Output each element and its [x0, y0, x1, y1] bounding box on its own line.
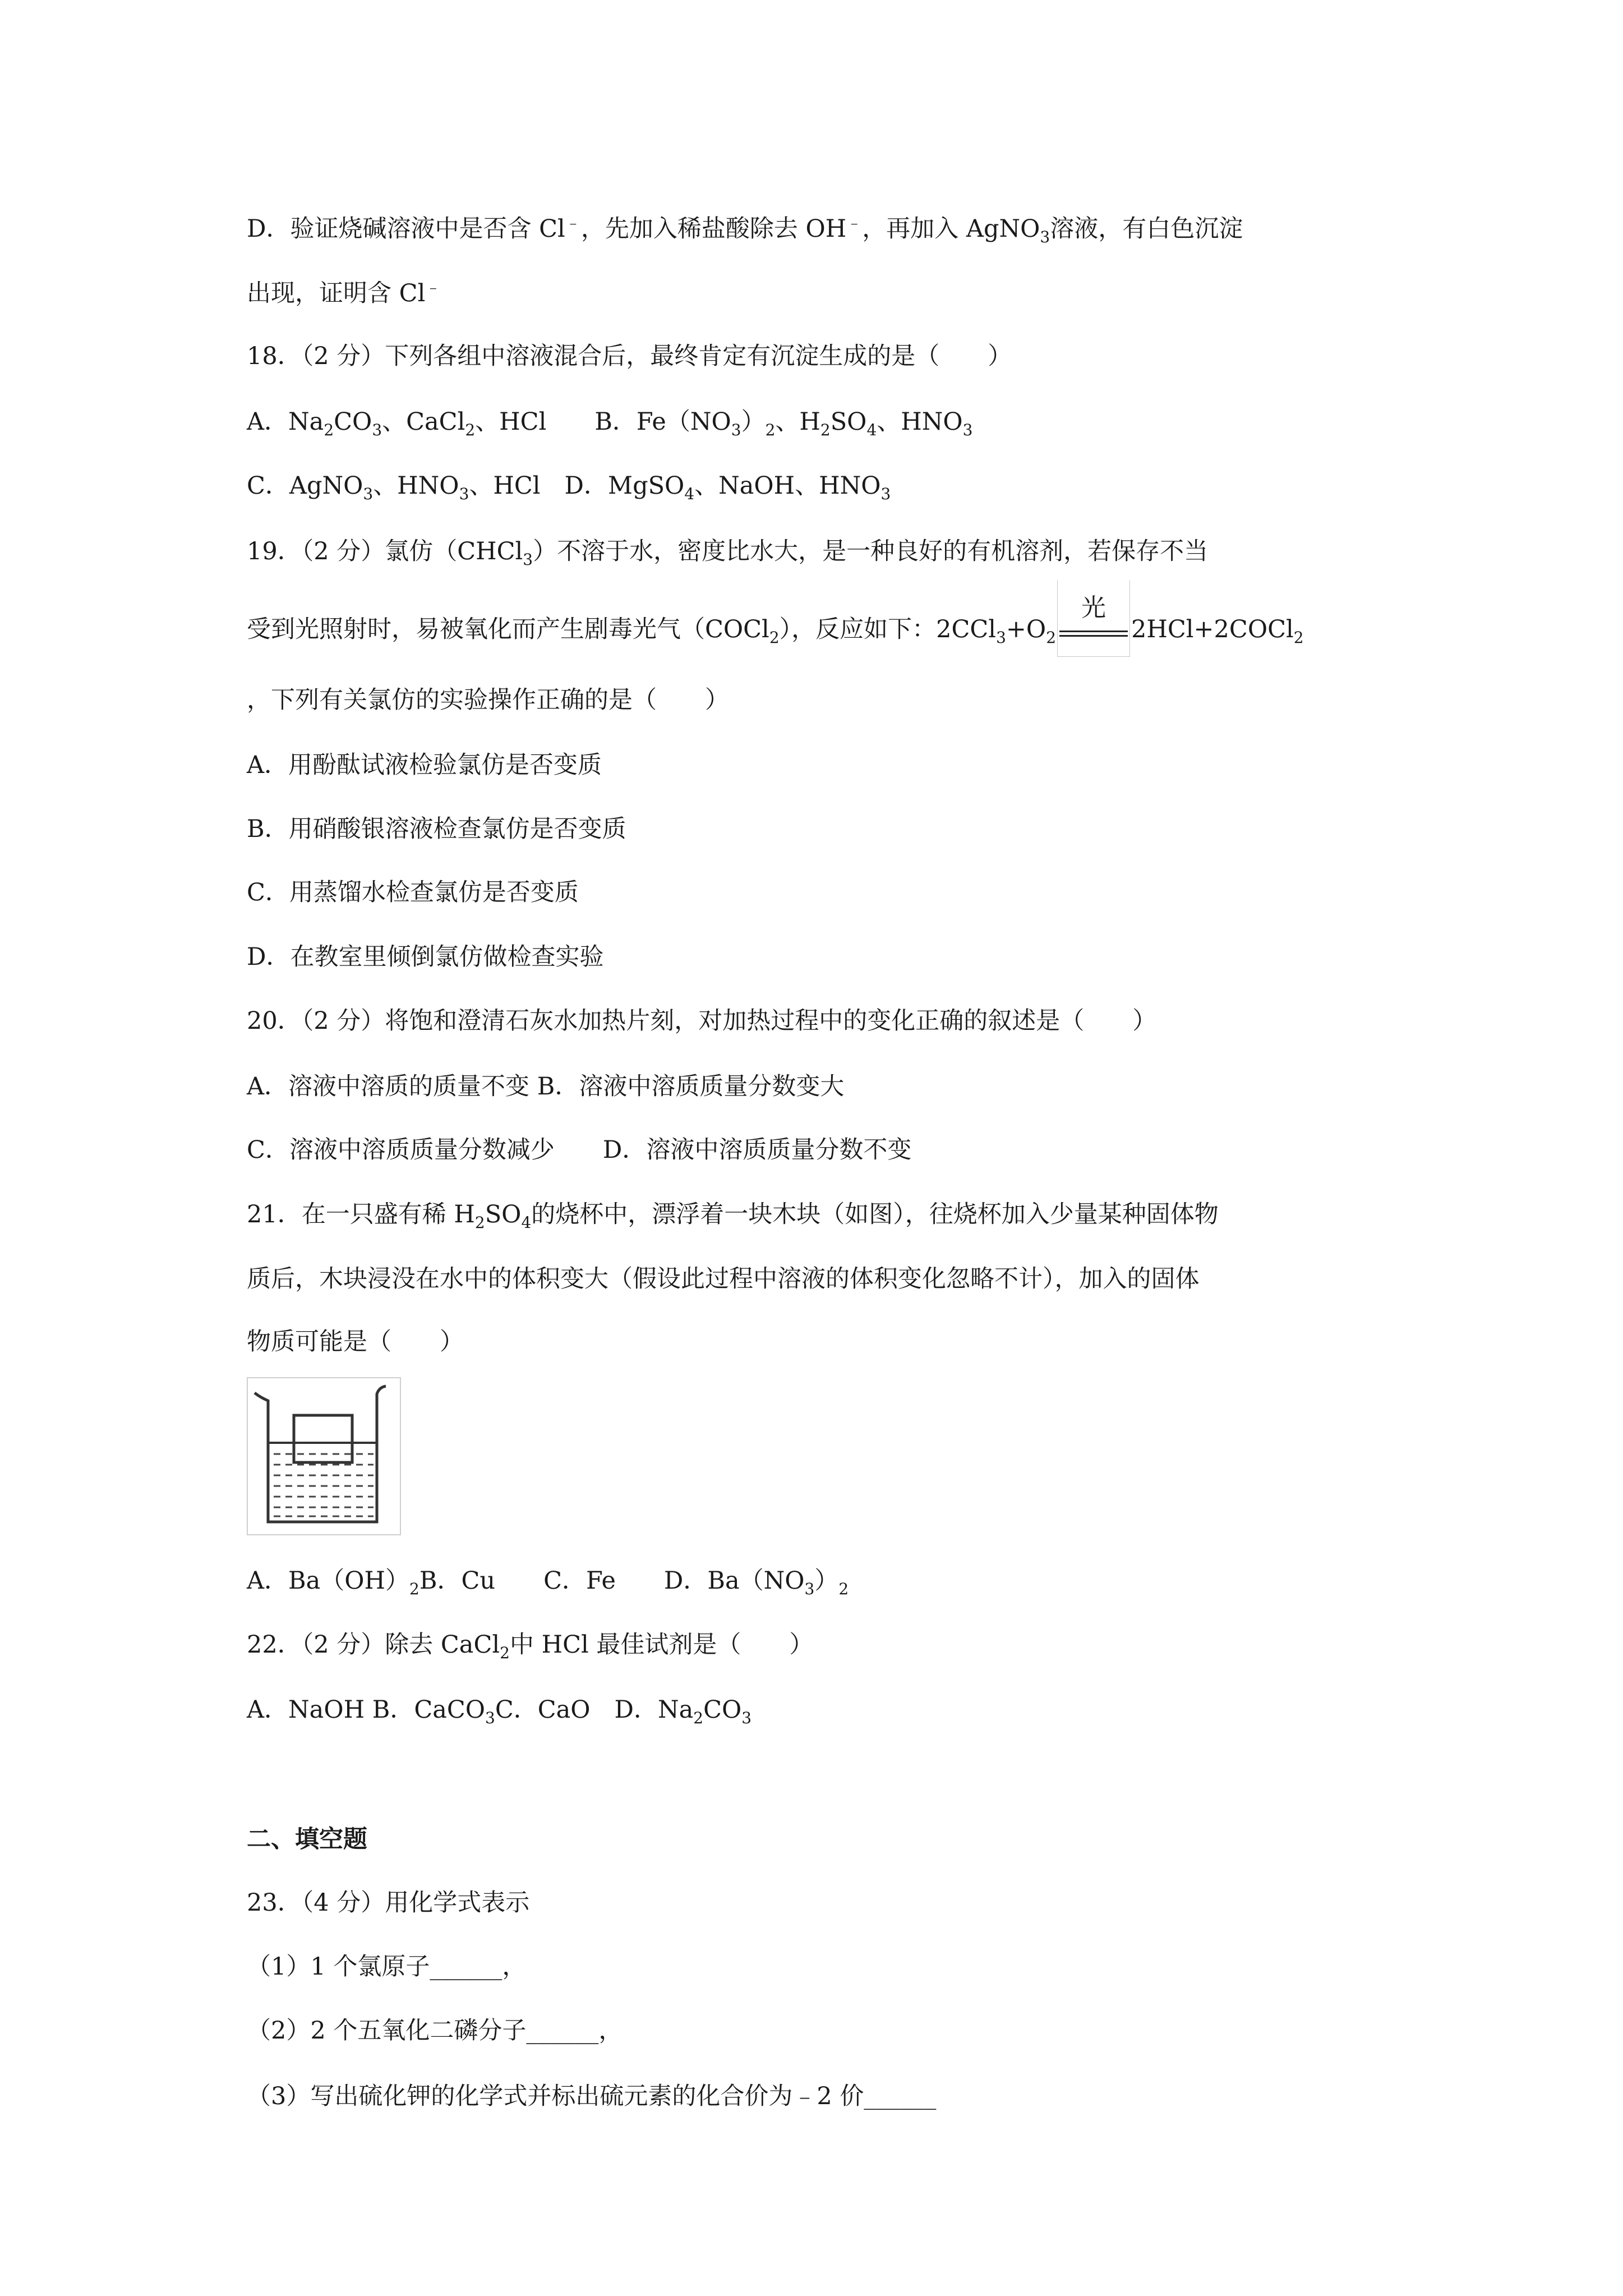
q19-stem-line1: 19．（2 分）氯仿（CHCl$_3$）不溶于水，密度比水大，是一种良好的有机溶剂，若保存不当: [247, 537, 1209, 569]
section-title-fill-in: 二、填空题: [247, 1825, 367, 1853]
q21-stem-line3: 物质可能是（ ）: [247, 1328, 464, 1356]
q18-stem: 18．（2 分）下列各组中溶液混合后，最终肯定有沉淀生成的是（ ）: [247, 342, 1012, 370]
q18-options-ab: A．$Na_2CO_3$、CaCl$_2$、HCl B．$Fe(NO_3)_2$、$H_2SO_4$、$HNO_3$: [247, 408, 973, 439]
q19-option-c: C．用蒸馏水检查氯仿是否变质: [247, 878, 579, 907]
q20-options-cd: C．溶液中溶质质量分数减少 D．溶液中溶质质量分数不变: [247, 1136, 912, 1164]
q17-option-d-line2: 出现，证明含 Cl﹣: [247, 278, 441, 307]
q21-stem-line1: 21．在一只盛有稀 $H_2SO_4$的烧杯中，漂浮着一块木块（如图），往烧杯加入少量某种固体物: [247, 1200, 1219, 1232]
reaction-condition-arrow: [1057, 593, 1130, 645]
q17-option-d-line1: D．验证烧碱溶液中是否含 Cl﹣，先加入稀盐酸除去 OH﹣，再加入 AgNO$_3$溶液，有白色沉淀: [247, 213, 1243, 246]
q23-item-1: （1）1 个氯原子______，: [247, 1953, 527, 1981]
beaker-diagram: [247, 1377, 401, 1535]
q22-options: A．NaOH B．CaCO$_3$C．CaO D．$Na_2CO_3$: [247, 1696, 752, 1727]
q18-options-cd: C．AgNO$_3$、$HNO_3$、HCl D．MgSO$_4$、NaOH、$HNO_3$: [247, 472, 891, 503]
q19-stem-line2: 受到光照射时，易被氧化而产生剧毒光气（COCl$_2$），反应如下：$2CCl_3+O_2$ 光 2HCl+2COCl$_2$: [247, 614, 1304, 645]
reaction-condition-light: 光: [1081, 593, 1106, 622]
q19-option-d: D．在教室里倾倒氯仿做检查实验: [247, 943, 604, 971]
beaker-with-wood-block-figure: [247, 1377, 401, 1535]
q23-stem: 23．（4 分）用化学式表示: [247, 1889, 530, 1917]
q20-stem: 20．（2 分）将饱和澄清石灰水加热片刻，对加热过程中的变化正确的叙述是（ ）: [247, 1007, 1157, 1035]
q21-options: A．$Ba(OH)_2B$．Cu C．Fe D．$Ba(NO_3)_2$: [247, 1567, 849, 1598]
q23-item-2: （2）2 个五氧化二磷分子______，: [247, 2017, 623, 2045]
q19-stem-line3: ，下列有关氯仿的实验操作正确的是（ ）: [247, 686, 729, 714]
q21-stem-line2: 质后，木块浸没在水中的体积变大（假设此过程中溶液的体积变化忽略不计），加入的固体: [247, 1265, 1200, 1293]
q23-item-3: （3）写出硫化钾的化学式并标出硫元素的化合价为﹣2 价______: [247, 2082, 937, 2110]
q19-option-b: B．用硝酸银溶液检查氯仿是否变质: [247, 815, 626, 843]
q19-option-a: A．用酚酞试液检验氯仿是否变质: [247, 751, 602, 779]
q22-stem: 22．（2 分）除去 CaCl$_2$中 HCl 最佳试剂是（ ）: [247, 1631, 814, 1662]
q20-options-ab: A．溶液中溶质的质量不变 B．溶液中溶质质量分数变大: [247, 1073, 845, 1101]
